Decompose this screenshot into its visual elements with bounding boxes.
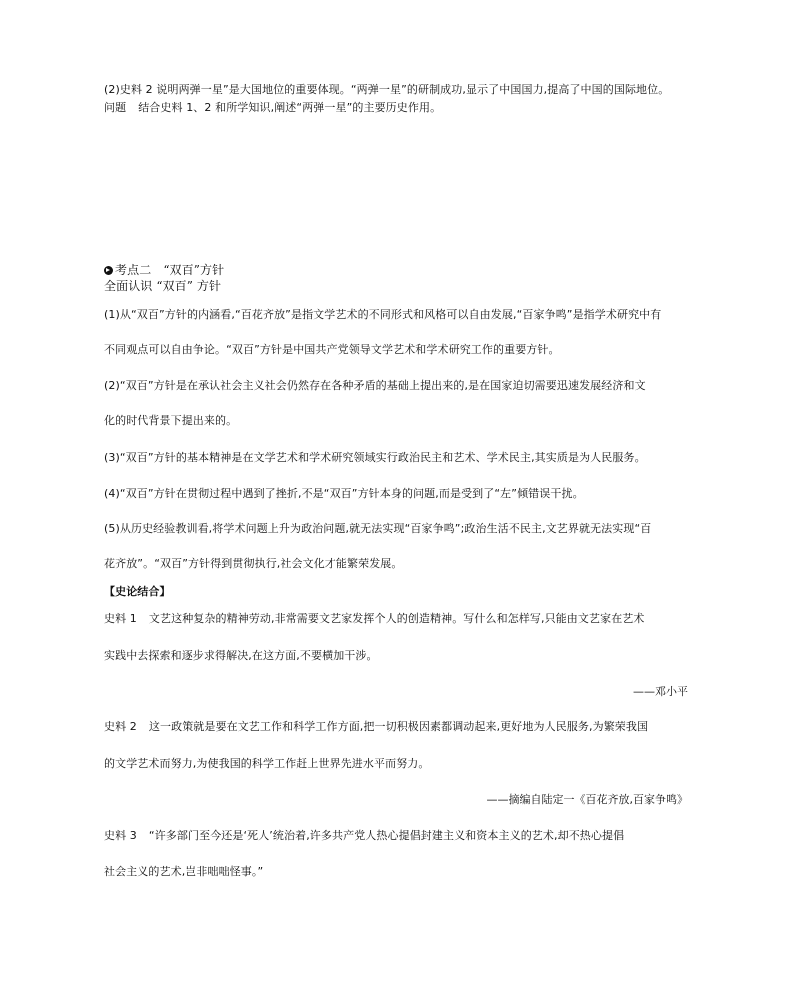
- point-line: (1)从“双百”方针的内涵看,“百花齐放”是指文学艺术的不同形式和风格可以自由发展,“百家争鸣”是指学术研究中有: [104, 308, 662, 321]
- source-2-attribution: ——摘编自陆定一《百花齐放,百家争鸣》: [486, 793, 688, 806]
- point-line: (4)“双百”方针在贯彻过程中遇到了挫折,不是“双百”方针本身的问题,而是受到了“左”倾错误干扰。: [104, 487, 584, 500]
- source-1-line-2: 实践中去探索和逐步求得解决,在这方面,不要横加干涉。: [104, 649, 378, 662]
- combo-heading: 【史论结合】: [104, 585, 171, 598]
- source-2-line-1: [104, 720, 648, 734]
- point-line: 不同观点可以自由争论。“双百”方针是中国共产党领导文学艺术和学术研究工作的重要方针。: [104, 343, 560, 356]
- source-3-line-1: [104, 829, 624, 843]
- q2-line-1: (2)史料 2 说明两弹一星”是大国地位的重要体现。“两弹一星”的研制成功,显示了中国国力,提高了中国的国际地位。: [104, 83, 670, 96]
- play-bullet-icon: [104, 266, 113, 275]
- source-3-line-2: 社会主义的艺术,岂非咄咄怪事。”: [104, 865, 264, 878]
- section-subtitle: 全面认识 “双百” 方针: [104, 279, 222, 293]
- question-text: 结合史料 1、2 和所学知识,阐述“两弹一星”的主要历史作用。: [138, 101, 442, 114]
- q2-question: [104, 101, 441, 115]
- section-marker: 考点二: [115, 263, 152, 277]
- point-line: (2)“双百”方针是在承认社会主义社会仍然存在各种矛盾的基础上提出来的,是在国家迫切需要迅速发展经济和文: [104, 379, 646, 392]
- section-heading: [104, 263, 224, 277]
- source-3-label: 史料 3: [104, 829, 137, 842]
- section-title: “双百”方针: [163, 263, 225, 277]
- question-label: 问题: [104, 101, 127, 114]
- source-2-label: 史料 2: [104, 720, 137, 733]
- source-1-label: 史料 1: [104, 612, 137, 625]
- source-2-text: 这一政策就是要在文艺工作和科学工作方面,把一切积极因素都调动起来,更好地为人民服务,为繁荣我国: [148, 720, 649, 733]
- point-line: (3)“双百”方针的基本精神是在文学艺术和学术研究领域实行政治民主和艺术、学术民主,其实质是为人民服务。: [104, 451, 646, 464]
- point-line: (5)从历史经验教训看,将学术问题上升为政治问题,就无法实现“百家争鸣”;政治生活不民主,文艺界就无法实现“百: [104, 522, 652, 535]
- point-line: 化的时代背景下提出来的。: [104, 414, 238, 427]
- source-1-attribution: ——邓小平: [633, 685, 688, 698]
- source-2-line-2: 的文学艺术而努力,为使我国的科学工作赶上世界先进水平而努力。: [104, 757, 430, 770]
- point-line: 花齐放”。“双百”方针得到贯彻执行,社会文化才能繁荣发展。: [104, 557, 403, 570]
- source-1-line-1: [104, 612, 645, 626]
- source-1-text: 文艺这种复杂的精神劳动,非常需要文艺家发挥个人的创造精神。写什么和怎样写,只能由文艺家在艺术: [148, 612, 645, 625]
- source-3-text: “许多部门至今还是‘死人’统治着,许多共产党人热心提倡封建主义和资本主义的艺术,却不热心提倡: [148, 829, 625, 842]
